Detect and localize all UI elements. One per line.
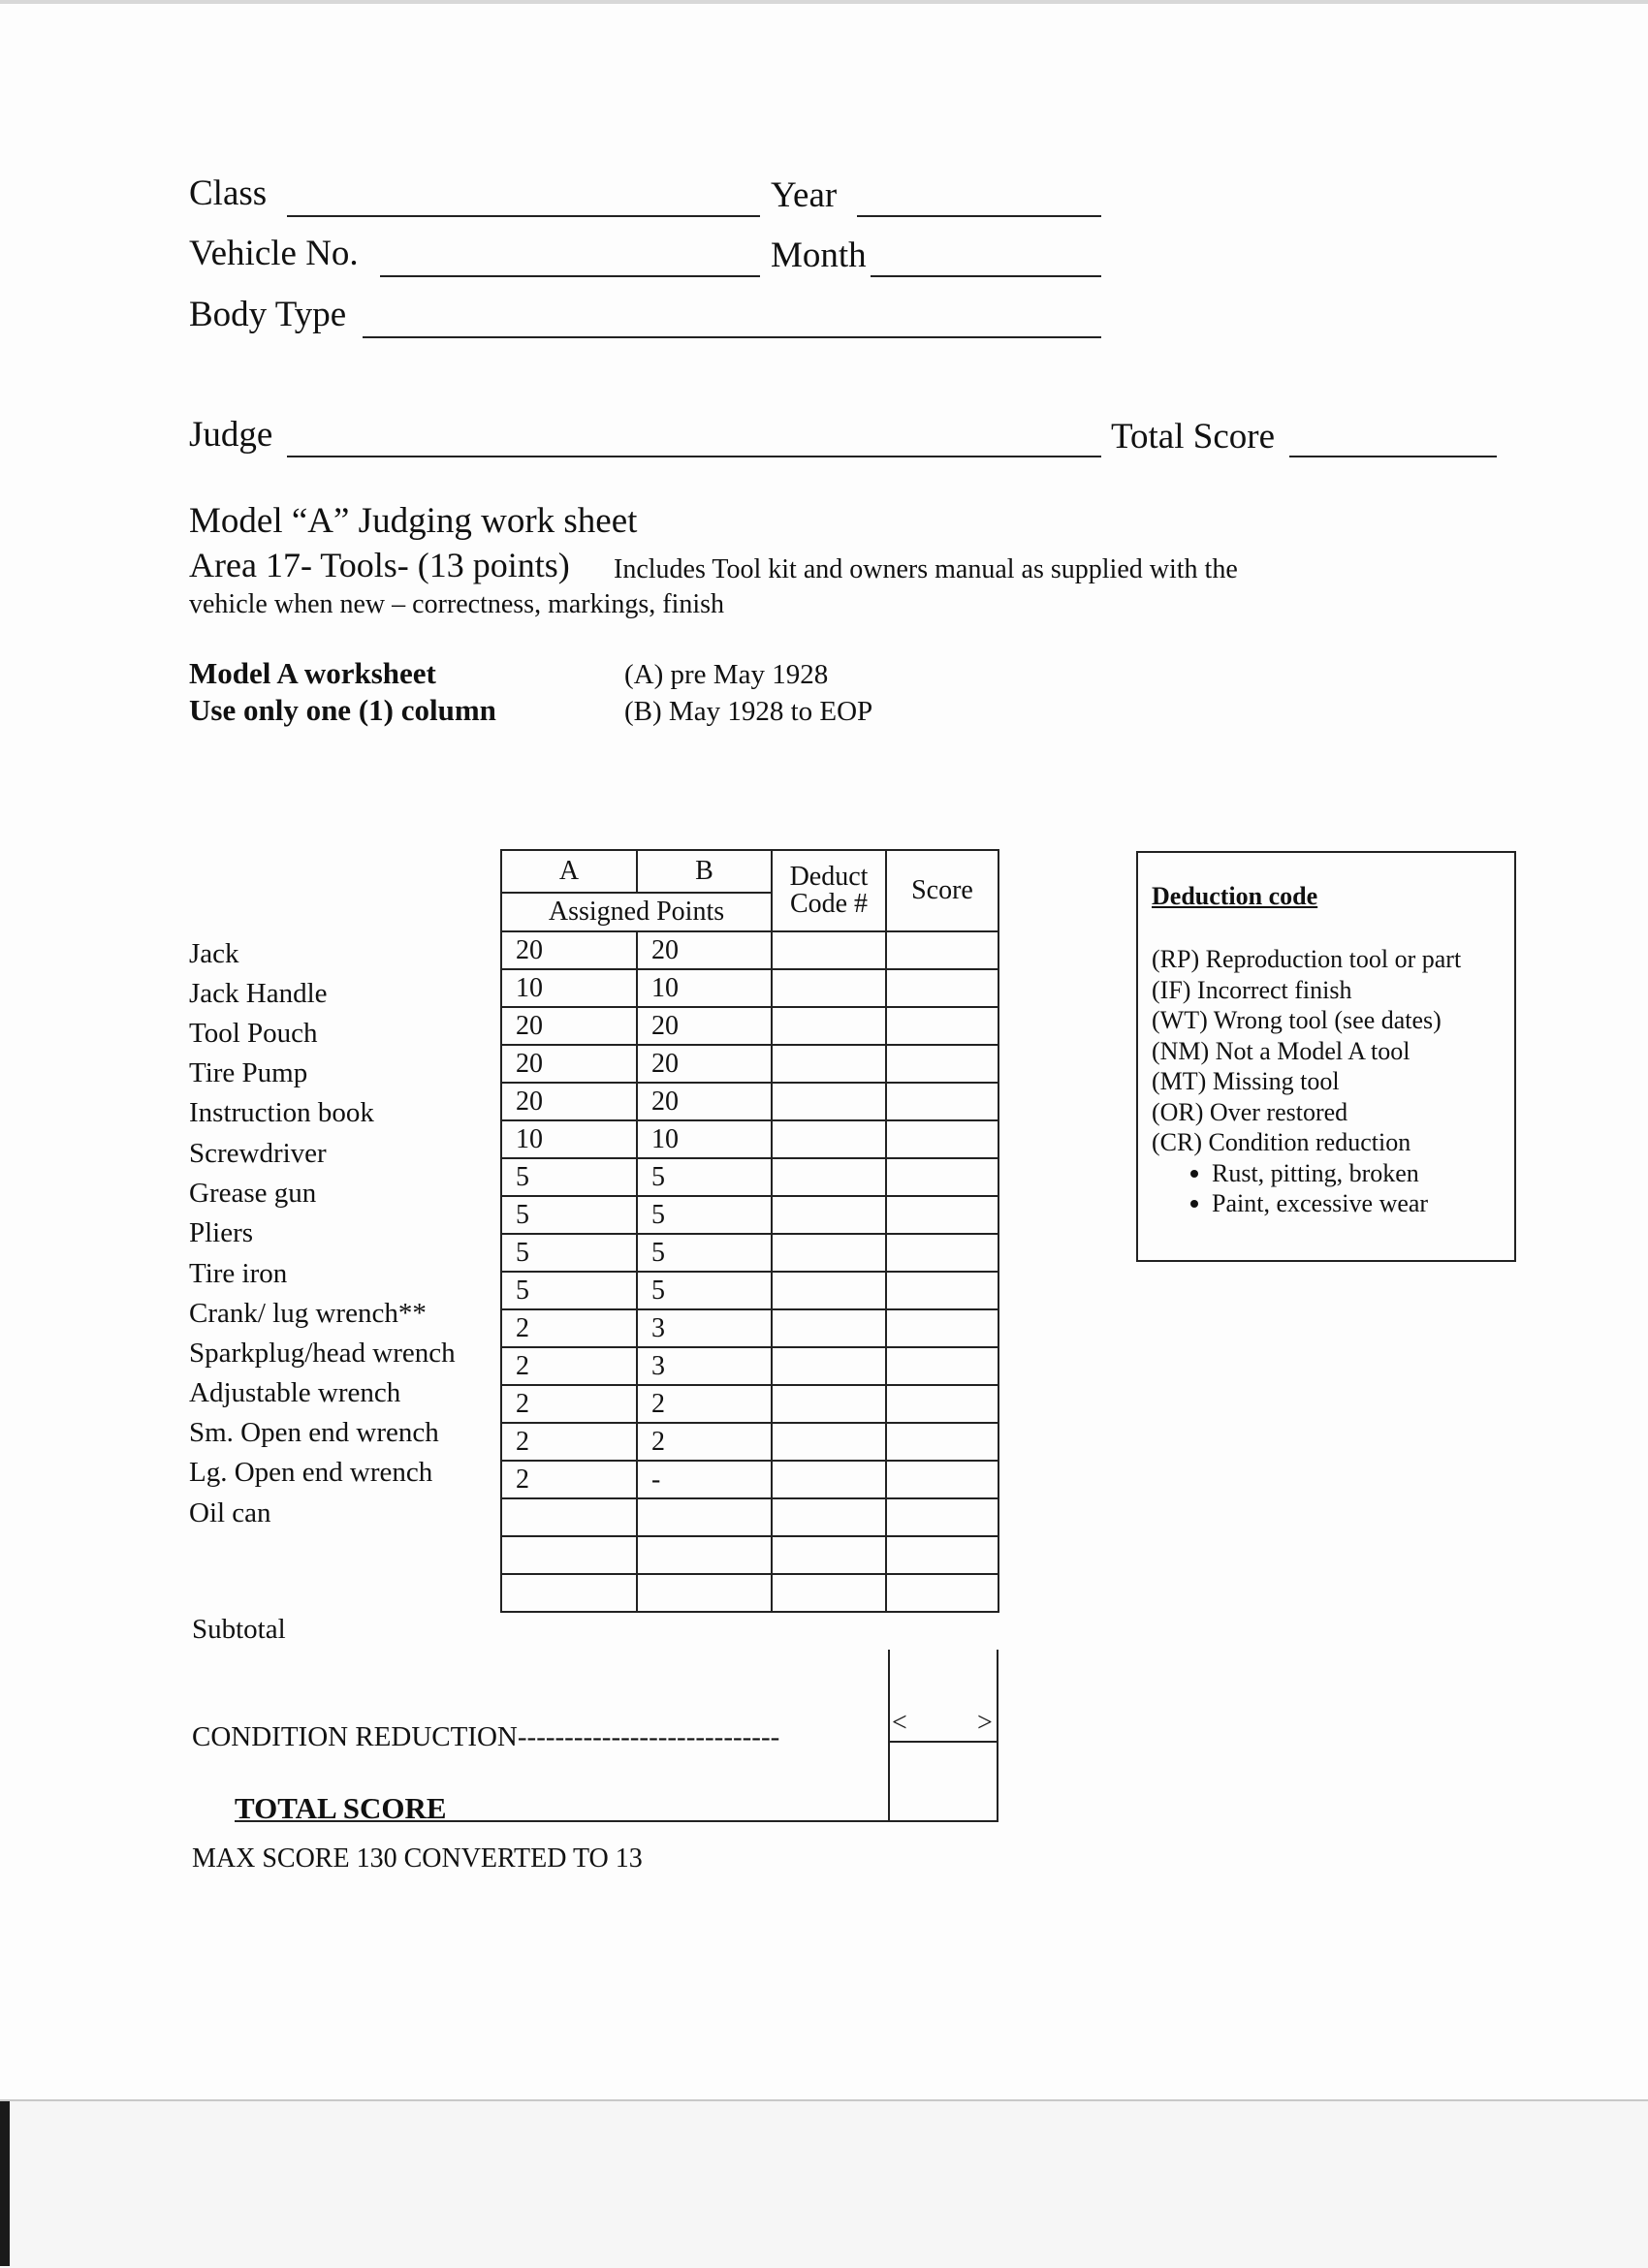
month-field[interactable]	[871, 275, 1101, 277]
area-description-2: vehicle when new – correctness, markings, finish	[189, 589, 725, 619]
scan-bottom-margin	[0, 2099, 1648, 2268]
points-b: 20	[637, 931, 772, 969]
table-row	[501, 1045, 998, 1083]
column-b-header: B	[637, 850, 772, 893]
subtotal-row	[501, 1574, 998, 1612]
judge-field[interactable]	[287, 456, 1101, 457]
deduct-code-cell[interactable]	[772, 1498, 886, 1536]
deduct-code-cell[interactable]	[772, 1423, 886, 1461]
item-label: Tire iron	[189, 1258, 288, 1289]
table-row	[501, 1272, 998, 1309]
score-cell[interactable]	[886, 1234, 998, 1272]
points-b: 5	[637, 1196, 772, 1234]
legend-code: (RP) Reproduction tool or part	[1152, 945, 1462, 973]
score-cell[interactable]	[886, 1007, 998, 1045]
points-a: 20	[501, 931, 637, 969]
subtotal-label: Subtotal	[192, 1614, 286, 1645]
condition-close-bracket: >	[977, 1708, 993, 1738]
table-row	[501, 1385, 998, 1423]
points-b: 3	[637, 1347, 772, 1385]
score-cell[interactable]	[886, 1498, 998, 1536]
points-a: 5	[501, 1158, 637, 1196]
item-label: Sparkplug/head wrench	[189, 1338, 456, 1369]
score-cell[interactable]	[886, 1045, 998, 1083]
table-row	[501, 1347, 998, 1385]
points-a: 2	[501, 1347, 637, 1385]
table-row	[501, 1234, 998, 1272]
deduct-header-line1: Deduct	[789, 862, 869, 892]
judge-label: Judge	[189, 415, 273, 455]
total-score-row-label: TOTAL SCORE	[235, 1791, 447, 1825]
table-row	[501, 1461, 998, 1498]
vehicle-no-field[interactable]	[380, 275, 760, 277]
table-row	[501, 1423, 998, 1461]
total-score-field[interactable]	[1289, 456, 1497, 457]
area-heading	[189, 545, 570, 585]
item-label: Lg. Open end wrench	[189, 1457, 433, 1488]
points-a: 2	[501, 1385, 637, 1423]
scan-edge-left	[0, 2101, 10, 2266]
score-cell[interactable]	[886, 1347, 998, 1385]
subtotal-a[interactable]	[501, 1574, 637, 1612]
item-label: Tire Pump	[189, 1057, 308, 1088]
legend-code: (OR) Over restored	[1152, 1097, 1348, 1126]
deduct-code-cell[interactable]	[772, 1461, 886, 1498]
points-a: 2	[501, 1423, 637, 1461]
table-row	[501, 1309, 998, 1347]
table-row	[501, 1158, 998, 1196]
deduct-code-cell[interactable]	[772, 1536, 886, 1574]
deduct-code-cell[interactable]	[772, 1309, 886, 1347]
subtotal-score[interactable]	[886, 1574, 998, 1612]
condition-open-bracket: <	[892, 1708, 907, 1738]
area-description-1: Includes Tool kit and owners manual as supplied with the	[614, 554, 1238, 584]
points-a: 2	[501, 1309, 637, 1347]
total-score-label: Total Score	[1111, 417, 1275, 457]
legend-codes	[1152, 944, 1461, 1219]
points-a: 5	[501, 1272, 637, 1309]
table-row	[501, 1196, 998, 1234]
points-b: 2	[637, 1385, 772, 1423]
legend-code: (MT) Missing tool	[1152, 1067, 1340, 1095]
score-cell[interactable]	[886, 1461, 998, 1498]
score-cell[interactable]	[886, 1272, 998, 1309]
score-cell[interactable]	[886, 1385, 998, 1423]
table-row	[501, 1498, 998, 1536]
points-a: 5	[501, 1196, 637, 1234]
points-b: 10	[637, 1120, 772, 1158]
item-label: Jack	[189, 938, 239, 969]
item-label: Sm. Open end wrench	[189, 1417, 439, 1448]
item-label: Screwdriver	[189, 1138, 327, 1169]
item-label: Jack Handle	[189, 978, 328, 1009]
points-a: 20	[501, 1083, 637, 1120]
score-cell[interactable]	[886, 969, 998, 1007]
column-instruction: Use only one (1) column	[189, 693, 496, 727]
deduct-code-header	[772, 850, 886, 931]
max-score-note: MAX SCORE 130 CONVERTED TO 13	[192, 1843, 643, 1874]
legend-code: (CR) Condition reduction	[1152, 1128, 1411, 1156]
worksheet-label: Model A worksheet	[189, 656, 436, 690]
option-b-label: (B) May 1928 to EOP	[624, 696, 873, 727]
score-cell[interactable]	[886, 1309, 998, 1347]
deduct-code-cell[interactable]	[772, 931, 886, 969]
body-type-label: Body Type	[189, 295, 347, 334]
deduct-code-cell[interactable]	[772, 969, 886, 1007]
subtotal-b[interactable]	[637, 1574, 772, 1612]
area-heading-text: Area 17- Tools- (13 points)	[189, 546, 570, 584]
option-a-label: (A) pre May 1928	[624, 659, 829, 690]
subtotal-deduct[interactable]	[772, 1574, 886, 1612]
scan-edge-top	[0, 0, 1648, 4]
points-a: 20	[501, 1045, 637, 1083]
total-score-underline	[235, 1820, 998, 1822]
score-cell[interactable]	[886, 1423, 998, 1461]
deduct-code-cell[interactable]	[772, 1083, 886, 1120]
deduct-code-cell[interactable]	[772, 1196, 886, 1234]
condition-reduction-label: CONDITION REDUCTION----------------------------	[192, 1721, 780, 1752]
deduct-header-line2: Code #	[789, 889, 869, 919]
points-b: 5	[637, 1158, 772, 1196]
points-a: 2	[501, 1461, 637, 1498]
legend-bullet: Paint, excessive wear	[1152, 1188, 1461, 1219]
points-a: 20	[501, 1007, 637, 1045]
points-b[interactable]	[637, 1536, 772, 1574]
page-title: Model “A” Judging work sheet	[189, 501, 638, 541]
legend-bullet: Rust, pitting, broken	[1152, 1158, 1461, 1189]
total-score-cell[interactable]	[890, 1745, 995, 1818]
assigned-points-header: Assigned Points	[501, 893, 772, 931]
deduct-code-cell[interactable]	[772, 1347, 886, 1385]
item-label: Pliers	[189, 1217, 254, 1248]
score-cell[interactable]	[886, 1083, 998, 1120]
deduct-code-cell[interactable]	[772, 1272, 886, 1309]
deduct-code-cell[interactable]	[772, 1120, 886, 1158]
points-b: 5	[637, 1234, 772, 1272]
points-b: 10	[637, 969, 772, 1007]
month-label: Month	[771, 236, 867, 275]
table-row	[501, 1536, 998, 1574]
points-b: 3	[637, 1309, 772, 1347]
legend-code: (IF) Incorrect finish	[1152, 975, 1352, 1004]
score-cell[interactable]	[886, 1158, 998, 1196]
condition-reduction-field[interactable]	[911, 1706, 973, 1739]
item-label: Crank/ lug wrench**	[189, 1298, 427, 1329]
table-row	[501, 1007, 998, 1045]
legend-heading: Deduction code	[1152, 882, 1318, 910]
score-cell[interactable]	[886, 1536, 998, 1574]
deduct-code-cell[interactable]	[772, 1385, 886, 1423]
year-field[interactable]	[857, 215, 1101, 217]
points-a[interactable]	[501, 1498, 637, 1536]
points-a[interactable]	[501, 1536, 637, 1574]
item-label: Adjustable wrench	[189, 1377, 401, 1408]
points-b: 20	[637, 1045, 772, 1083]
points-b: 2	[637, 1423, 772, 1461]
condition-divider	[888, 1741, 997, 1743]
score-cell[interactable]	[886, 931, 998, 969]
deduct-code-cell[interactable]	[772, 1007, 886, 1045]
points-a: 10	[501, 1120, 637, 1158]
vehicle-no-label: Vehicle No.	[189, 234, 359, 273]
deduct-code-cell[interactable]	[772, 1045, 886, 1083]
body-type-field[interactable]	[363, 336, 1101, 338]
item-label: Tool Pouch	[189, 1018, 318, 1049]
points-b[interactable]	[637, 1498, 772, 1536]
column-a-header: A	[501, 850, 637, 893]
points-a: 10	[501, 969, 637, 1007]
score-header: Score	[886, 850, 998, 931]
deduct-code-cell[interactable]	[772, 1234, 886, 1272]
deduct-code-cell[interactable]	[772, 1158, 886, 1196]
table-row	[501, 931, 998, 969]
points-b: -	[637, 1461, 772, 1498]
points-b: 20	[637, 1083, 772, 1120]
points-b: 20	[637, 1007, 772, 1045]
score-cell[interactable]	[886, 1196, 998, 1234]
item-label: Instruction book	[189, 1097, 374, 1128]
class-label: Class	[189, 173, 268, 213]
scoring-table	[500, 849, 999, 1613]
item-label: Oil can	[189, 1497, 271, 1528]
points-b: 5	[637, 1272, 772, 1309]
points-a: 5	[501, 1234, 637, 1272]
table-row	[501, 969, 998, 1007]
table-row	[501, 1120, 998, 1158]
item-label: Grease gun	[189, 1178, 317, 1209]
legend-code: (WT) Wrong tool (see dates)	[1152, 1006, 1442, 1034]
table-row	[501, 1083, 998, 1120]
year-label: Year	[771, 175, 838, 215]
score-cell[interactable]	[886, 1120, 998, 1158]
class-field[interactable]	[287, 215, 760, 217]
legend-code: (NM) Not a Model A tool	[1152, 1036, 1410, 1065]
deduction-code-legend	[1136, 851, 1516, 1262]
